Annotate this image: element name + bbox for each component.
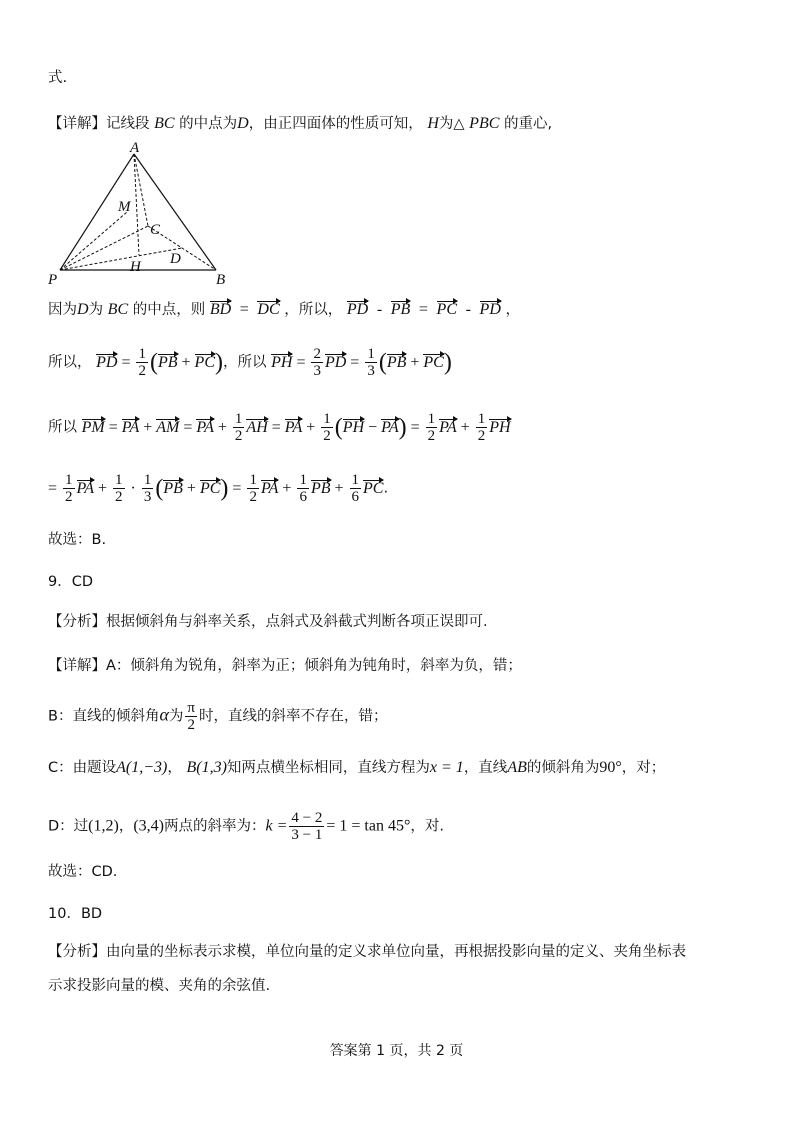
detail-line: 【详解】记线段 BC 的中点为D，由正四面体的性质可知， H为△ PBC 的重心, (48, 115, 553, 132)
equation-pm: 所以 PM = PA + AM = PA + $\frac{1}{2}$ AH = PA + $\frac{1}{2}$ (PH − PA) = $\frac{1}{2}$ PA + $\frac{1}{2}$ PH (48, 411, 511, 444)
label-c: C (150, 222, 161, 238)
question-9-option-a: 【详解】A：倾斜角为锐角，斜率为正；倾斜角为钝角时，斜率为负，错； (48, 658, 522, 674)
label-p: P (48, 272, 58, 288)
tetrahedron-figure (44, 140, 234, 290)
question-9-option-c: C：由题设A(1,−3)， B(1,3)知两点横坐标相同，直线方程为x = 1，直线AB的倾斜角为90°，对； (48, 759, 666, 776)
continued-text: 式. (48, 70, 68, 86)
label-m: M (118, 199, 131, 215)
segment-pd (60, 248, 182, 270)
answer-9: 故选：CD. (48, 864, 118, 880)
answer-8: 故选：B. (48, 532, 107, 548)
question-9-option-d: D：过(1,2)，(3,4)两点的斜率为：k = $\frac{4 - 2}{3 - 1}$ = 1 = tan 45°，对. (48, 810, 444, 843)
question-10-number: 10．BD (48, 906, 103, 922)
label-b: B (216, 272, 226, 288)
label-d: D (170, 251, 181, 267)
question-10-analysis-line2: 示求投影向量的模、夹角的余弦值. (48, 978, 271, 994)
question-9-number: 9．CD (48, 574, 94, 590)
equation-result: = $\frac{1}{2}$ PA + $\frac{1}{2}$ · $\frac{1}{3}$ (PB + PC) = $\frac{1}{2}$ PA + $\frac{1}{6}$ PB + $\frac{1}{6}$ PC. (48, 472, 389, 505)
equation-ph: 所以， PD = $\frac{1}{2}$ (PB + PC)，所以 PH = $\frac{2}{3}$ PD = $\frac{1}{3}$ (PB + PC) (48, 346, 452, 379)
page-footer: 答案第 1 页，共 2 页 (329, 1043, 464, 1059)
question-9-option-b: B：直线的倾斜角α为 $\frac{\pi}{2}$ 时，直线的斜率不存在，错； (48, 700, 388, 733)
label-h: H (130, 259, 141, 275)
label-a: A (130, 140, 140, 156)
question-10-analysis-line1: 【分析】由向量的坐标表示求模，单位向量的定义求单位向量，再根据投影向量的定义、夹角坐标表 (48, 944, 686, 960)
segment-pm (60, 212, 127, 270)
question-9-analysis: 【分析】根据倾斜角与斜率关系，点斜式及斜截式判断各项正误即可. (48, 614, 488, 630)
because-line: 因为D为 BC 的中点，则 BD = DC ，所以， PD - PB = PC - PD ， (48, 301, 520, 318)
